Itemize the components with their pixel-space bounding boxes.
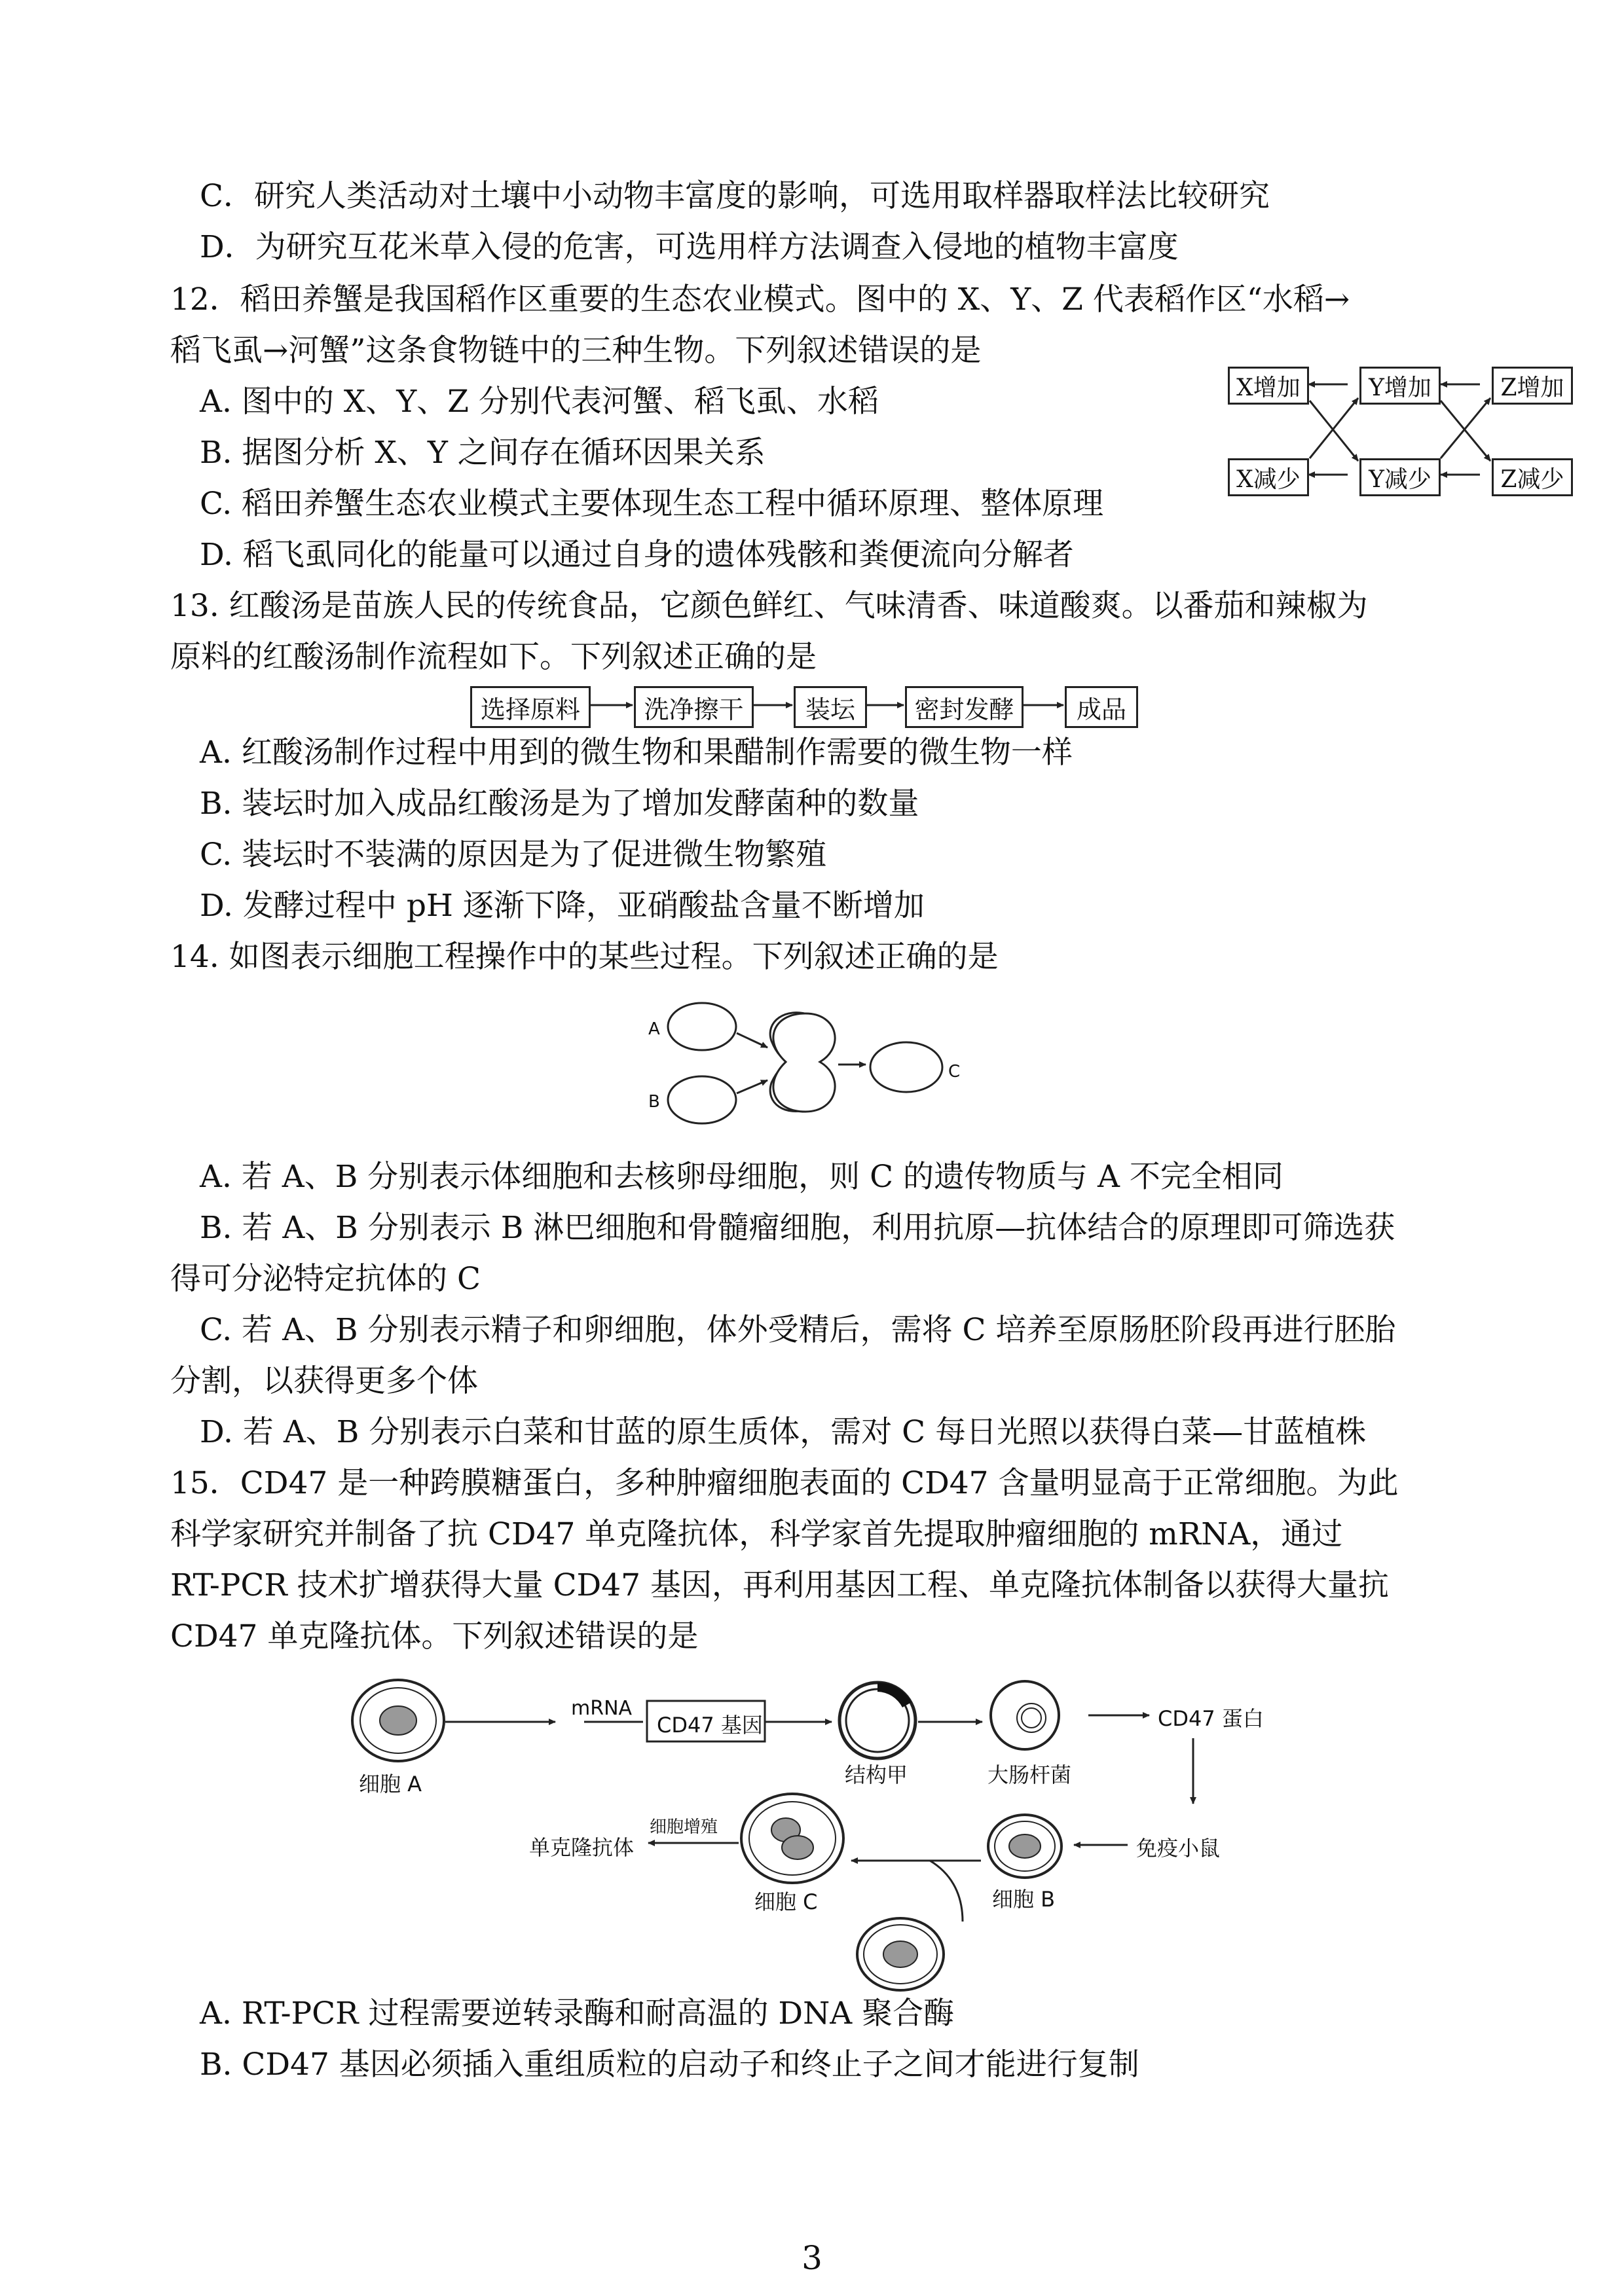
q12-stem-line1: 12．稻田养蟹是我国稻作区重要的生态农业模式。图中的 X、Y、Z 代表稻作区“水稻→ xyxy=(170,282,1350,318)
q13-option-d: D. 发酵过程中 pH 逐渐下降，亚硝酸盐含量不断增加 xyxy=(200,888,925,924)
flow-step-sealed-fermentation: 密封发酵 xyxy=(905,686,1024,728)
y-increase-box: Y增加 xyxy=(1359,367,1441,405)
q15-immunized-mouse-label: 免疫小鼠 xyxy=(1136,1836,1221,1861)
q15-option-b: B. CD47 基因必须插入重组质粒的启动子和终止子之间才能进行复制 xyxy=(200,2047,1139,2083)
q14-stem: 14. 如图表示细胞工程操作中的某些过程。下列叙述正确的是 xyxy=(170,939,999,975)
q12-option-a: A. 图中的 X、Y、Z 分别代表河蟹、稻飞虱、水稻 xyxy=(200,384,879,420)
q15-cd47-gene-box: CD47 基因 xyxy=(657,1713,763,1738)
x-decrease-box: X减少 xyxy=(1228,458,1309,496)
q15-monoclonal-antibody-label: 单克隆抗体 xyxy=(529,1835,635,1860)
q15-structure-a-label: 结构甲 xyxy=(845,1762,908,1787)
q14-option-b-line1: B. 若 A、B 分别表示 B 淋巴细胞和骨髓瘤细胞，利用抗原—抗体结合的原理即可筛选获 xyxy=(200,1210,1395,1246)
q14-option-c-line2: 分割，以获得更多个体 xyxy=(170,1363,478,1399)
q13-option-b: B. 装坛时加入成品红酸汤是为了增加发酵菌种的数量 xyxy=(200,786,919,822)
q14-option-b-line2: 得可分泌特定抗体的 C xyxy=(170,1261,481,1297)
q12-option-b: B. 据图分析 X、Y 之间存在循环因果关系 xyxy=(200,435,766,471)
q13-stem-line2: 原料的红酸汤制作流程如下。下列叙述正确的是 xyxy=(170,639,817,675)
q13-option-c: C. 装坛时不装满的原因是为了促进微生物繁殖 xyxy=(200,837,827,873)
q14-option-c-line1: C. 若 A、B 分别表示精子和卵细胞，体外受精后，需将 C 培养至原肠胚阶段再进行胚胎 xyxy=(200,1312,1396,1348)
q15-stem-line3: RT-PCR 技术扩增获得大量 CD47 基因，再利用基因工程、单克隆抗体制备以获得大量抗 xyxy=(170,1567,1389,1603)
page-number: 3 xyxy=(802,2239,822,2277)
flow-step-jar-loading: 装坛 xyxy=(794,686,867,728)
q12-option-c: C. 稻田养蟹生态农业模式主要体现生态工程中循环原理、整体原理 xyxy=(200,486,1104,522)
q15-cd47-protein-label: CD47 蛋白 xyxy=(1158,1706,1264,1731)
q12-stem-line2: 稻飞虱→河蟹”这条食物链中的三种生物。下列叙述错误的是 xyxy=(170,333,982,369)
z-decrease-box: Z减少 xyxy=(1492,458,1573,496)
flow-step-select-materials: 选择原料 xyxy=(470,686,591,728)
q15-option-a: A. RT-PCR 过程需要逆转录酶和耐高温的 DNA 聚合酶 xyxy=(200,1995,955,2032)
q15-stem-line4: CD47 单克隆抗体。下列叙述错误的是 xyxy=(170,1618,699,1654)
q15-mrna-label: mRNA xyxy=(571,1697,633,1720)
q15-cell-c-label: 细胞 C xyxy=(754,1889,818,1914)
q15-stem-line1: 15．CD47 是一种跨膜糖蛋白，多种肿瘤细胞表面的 CD47 含量明显高于正常细胞。为此 xyxy=(170,1465,1399,1501)
q13-option-a: A. 红酸汤制作过程中用到的微生物和果醋制作需要的微生物一样 xyxy=(200,735,1073,771)
q14-label-a: A xyxy=(648,1019,660,1039)
q11-option-c: C．研究人类活动对土壤中小动物丰富度的影响，可选用取样器取样法比较研究 xyxy=(200,178,1270,214)
q12-option-d: D. 稻飞虱同化的能量可以通过自身的遗体残骸和粪便流向分解者 xyxy=(200,537,1074,573)
q14-label-b: B xyxy=(648,1092,660,1112)
q14-label-c: C xyxy=(948,1062,961,1082)
q14-option-a: A. 若 A、B 分别表示体细胞和去核卵母细胞，则 C 的遗传物质与 A 不完全相同 xyxy=(200,1159,1283,1195)
q15-cell-a-label: 细胞 A xyxy=(359,1772,422,1796)
q11-option-d: D．为研究互花米草入侵的危害，可选用样方法调查入侵地的植物丰富度 xyxy=(200,229,1179,265)
flow-step-wash-dry: 洗净擦干 xyxy=(634,686,754,728)
y-decrease-box: Y减少 xyxy=(1359,458,1441,496)
q15-cell-b-label: 细胞 B xyxy=(992,1887,1056,1912)
z-increase-box: Z增加 xyxy=(1492,367,1573,405)
flow-step-finished-product: 成品 xyxy=(1065,686,1138,728)
x-increase-box: X增加 xyxy=(1228,367,1309,405)
q15-cell-proliferation-label: 细胞增殖 xyxy=(650,1817,718,1837)
q13-stem-line1: 13. 红酸汤是苗族人民的传统食品，它颜色鲜红、气味清香、味道酸爽。以番茄和辣椒为 xyxy=(170,588,1368,624)
q14-option-d: D. 若 A、B 分别表示白菜和甘蓝的原生质体，需对 C 每日光照以获得白菜—甘蓝植株 xyxy=(200,1414,1367,1450)
q15-ecoli-label: 大肠杆菌 xyxy=(987,1762,1072,1787)
q15-stem-line2: 科学家研究并制备了抗 CD47 单克隆抗体，科学家首先提取肿瘤细胞的 mRNA，通过 xyxy=(170,1516,1343,1552)
